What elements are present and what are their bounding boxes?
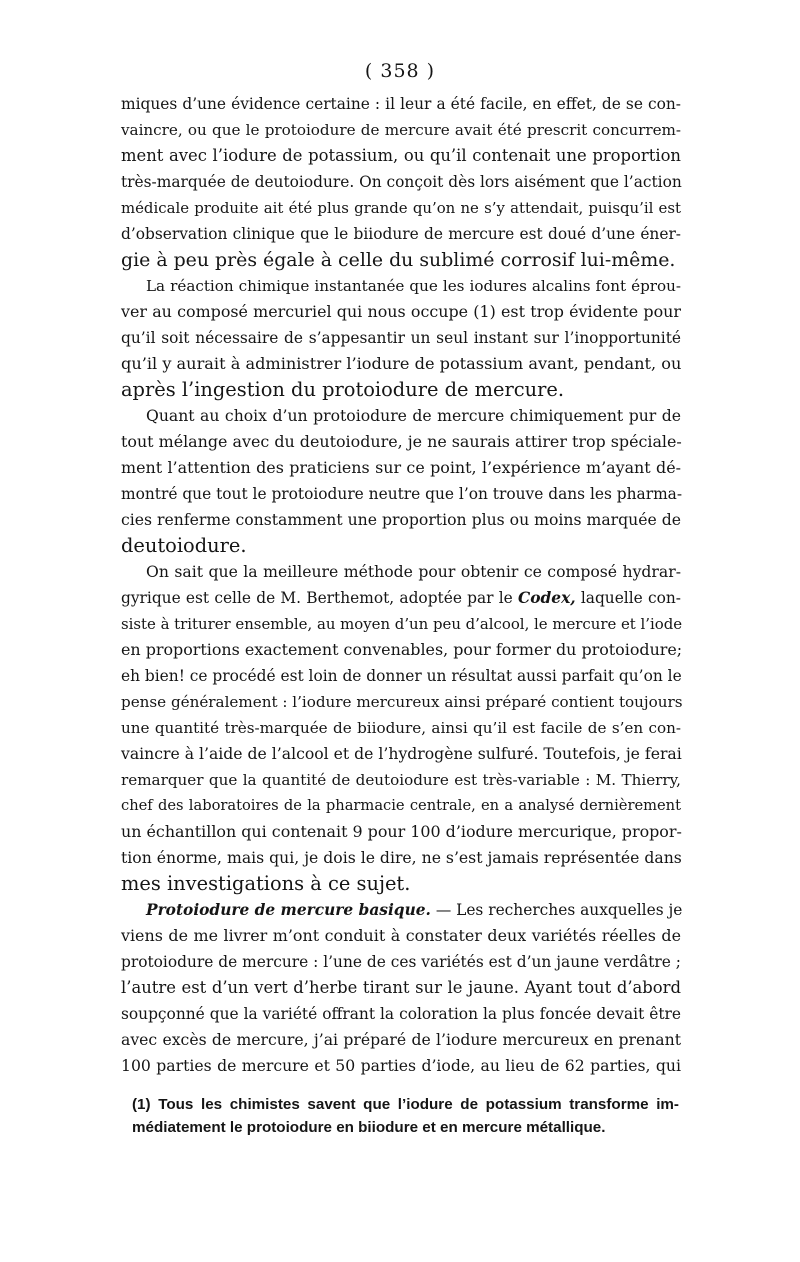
text-line: en proportions exactement convenables, pour former du protoiodure; (121, 640, 683, 659)
footnote-line: médiatement le protoiodure en biiodure et en mercure métallique. (132, 1119, 606, 1136)
text-line: tout mélange avec du deutoiodure, je ne saurais attirer trop spéciale- (121, 432, 682, 451)
text-line: chef des laboratoires de la pharmacie centrale, en a analysé dernièrement (121, 797, 681, 814)
text-line: 100 parties de mercure et 50 parties d’iode, au lieu de 62 parties, qui (121, 1056, 681, 1075)
footnote-line: (1) Tous les chimistes savent que l’iodure de potassium transforme im- (132, 1096, 679, 1113)
text-line: La réaction chimique instantanée que les iodures alcalins font éprou- (146, 277, 681, 295)
text-line: cies renferme constamment une proportion plus ou moins marquée de (121, 510, 681, 529)
text-line: siste à triturer ensemble, au moyen d’un peu d’alcool, le mercure et l’iode (121, 615, 683, 633)
text-line: ment avec l’iodure de potassium, ou qu’il contenait une proportion (121, 146, 681, 165)
text-line: après l’ingestion du protoiodure de mercure. (121, 378, 565, 401)
text-line: vaincre, ou que le protoiodure de mercure avait été prescrit concurrem- (121, 121, 681, 139)
text-line: gie à peu près égale à celle du sublimé corrosif lui-même. (121, 249, 676, 271)
text-line: qu’il y aurait à administrer l’iodure de potassium avant, pendant, ou (121, 354, 682, 373)
text-line: protoiodure de mercure : l’une de ces variétés est d’un jaune verdâtre ; (121, 953, 681, 971)
text-line: ver au composé mercuriel qui nous occupe (1) est trop évidente pour (121, 302, 681, 321)
text-line: tion énorme, mais qui, je dois le dire, ne s’est jamais représentée dans (121, 848, 682, 867)
codex-citation: Codex, (518, 589, 576, 607)
text-line: montré que tout le protoiodure neutre que l’on trouve dans les pharma- (121, 485, 683, 503)
text-line: vaincre à l’aide de l’alcool et de l’hydrogène sulfuré. Toutefois, je ferai (121, 744, 682, 763)
text-segment: gyrique est celle de M. Berthemot, adoptée par le (121, 589, 513, 607)
text-line: Quant au choix d’un protoiodure de mercure chimiquement pur de (146, 406, 681, 425)
text-line: d’observation clinique que le biiodure de mercure est doué d’une éner- (121, 225, 681, 243)
text-line: avec excès de mercure, j’ai préparé de l’iodure mercureux en prenant (121, 1030, 681, 1049)
text-line: ment l’attention des praticiens sur ce point, l’expérience m’ayant dé- (121, 458, 681, 477)
text-line: un échantillon qui contenait 9 pour 100 d’iodure mercurique, propor- (121, 822, 682, 841)
text-line: mes investigations à ce sujet. (121, 872, 411, 895)
text-line: l’autre est d’un vert d’herbe tirant sur le jaune. Ayant tout d’abord (121, 978, 681, 997)
text-line: une quantité très-marquée de biiodure, ainsi qu’il est facile de s’en con- (121, 719, 681, 737)
text-line: viens de me livrer m’ont conduit à constater deux variétés réelles de (121, 926, 681, 945)
text-line: soupçonné que la variété offrant la coloration la plus foncée devait être (121, 1005, 681, 1023)
text-line (121, 585, 681, 611)
page-number: ( 358 ) (364, 60, 436, 82)
text-line: On sait que la meilleure méthode pour obtenir ce composé hydrar- (146, 562, 681, 581)
text-segment: laquelle con- (575, 589, 681, 607)
text-line: pense généralement : l’iodure mercureux ainsi préparé contient toujours (121, 693, 683, 711)
text-line: très-marquée de deutoiodure. On conçoit dès lors aisément que l’action (121, 173, 682, 191)
text-segment: — Les recherches auxquelles je (430, 901, 683, 919)
text-line: qu’il soit nécessaire de s’appesantir un seul instant sur l’inopportunité (121, 329, 681, 347)
text-line: deutoiodure. (121, 534, 247, 557)
section-heading: Protoiodure de mercure basique. (146, 901, 431, 919)
text-line: médicale produite ait été plus grande qu’on ne s’y attendait, puisqu’il est (121, 199, 681, 217)
text-line: remarquer que la quantité de deutoiodure est très-variable : M. Thierry, (121, 771, 681, 789)
text-line: miques d’une évidence certaine : il leur a été facile, en effet, de se con- (121, 95, 681, 113)
text-line: eh bien! ce procédé est loin de donner un résultat aussi parfait qu’on le (121, 667, 682, 685)
text-line (146, 897, 681, 923)
